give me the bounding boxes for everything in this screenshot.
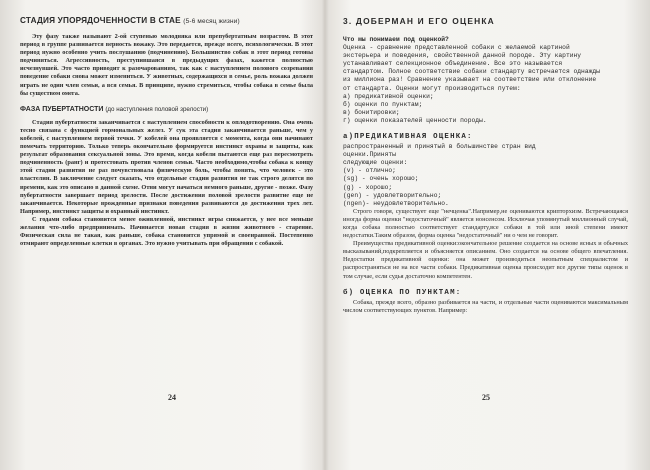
right-intro-line: от стандарта. Оценки могут производиться путем: [343, 84, 521, 92]
left-heading-note: (5-6 месяц жизни) [183, 18, 240, 25]
right-intro-line: Что мы понимаем под оценкой? [343, 36, 449, 43]
right-a-line: (gen) - удовлетворительно; [343, 191, 442, 199]
right-b-paragraph: Собака, прежде всего, образно разбивается на части, и отдельные части оцениваются максимальным числом соответствующих пунктов. Например: [343, 298, 628, 314]
left-paragraph-2: Стадия пубертатности заканчивается с наступлением способности к оплодотворению. Она очень тесно связана с функцией гормональных желез. У сук эта стадия заканчивается раньше, чем у кобелей, с наступлением первой течки. У кобелей она проявляется с момента, когда они начинают помечать территорию. Только теперь окончательно формируется инстинкт охраны и защиты, как результат образования сексуальной зоны. Это время, когда кобели пытаются еще раз пересмотреть подчиненность (ранг) и протестовать против членов семьи. Часто необходимо,чтобы собака к концу этой стадии развития не раз почувствовала физическую боль, чтобы понять, что человек - это властелин. В заключение следует сказать, что отдельные стадии развития не так строго делятся по времени, как это описано в данной схеме. Отни могут начаться немного раньше, другие - позже. Фазу пубертатности завершает период зрелости. После достижения половой зрелости развитие еще не заканчивается. Некоторые врожденные признаки поведения развиваются до достижения трех лет. Например, инстинкт защиты и охранный инстинкт. [20, 118, 313, 215]
right-a-paragraph-2: Преимущества предикативной оценки:окончательное решение создается на основе ясных и обычных высказываний,подкрепляется и объясняется описанием. Оно создается на основе общего впечатления. Недостатки предикативной оценки: она может производиться неопытным специалистом и распространяться не на все части собаки. Предикативная оценка происходит все другие типы оценок в том случае, если судья достаточно компетентен. [343, 240, 628, 280]
right-intro-line: б) оценки по пунктам; [343, 100, 423, 108]
left-heading [20, 16, 313, 25]
right-a-paragraph-1: Строго говоря, существует еще "нечценка".Например,не оцениваются крипторхизм. Встречающаяся иногда форма оценки "недостаточный" является нонсенсом. Исключая упомянутый миллионный случай, когда собака полностью соответствует стандарту,все собаки в той или иной степени имеют недостатки.Таким образом, форма оценка "недостаточный" ни о чем не говорит. [343, 207, 628, 240]
right-a-line: (sg) - очень хорошо; [343, 175, 419, 183]
right-intro-line: Оценка - сравнение представленной собаки с желаемой картиной [343, 44, 570, 52]
right-intro-line: г) оценки показателей ценности породы. [343, 116, 487, 124]
right-intro-line: а) предикативной оценки; [343, 92, 434, 100]
left-subheading [20, 106, 313, 113]
right-a-line: (g) - хорошо; [343, 183, 393, 191]
right-a-line: (v) - отлично; [343, 167, 396, 175]
right-a-line: оценки.Приняты [343, 151, 396, 159]
left-paragraph-3: С годами собака становится менее оживленной, инстинкт игры снижается, у нее все меньше желания что-либо предпринимать. Начинается новая стадия в жизни животного - старение. Физическая сила не такая, как раньше, собака становится упрямой и своенравной. Постепенно отмирают определенные клетки в органах. Это нужно учитывать при обращении с собакой. [20, 215, 313, 248]
left-paragraph-1: Эту фазу также называют 2-ой ступенью молодняка или препубертатным возрастом. В этот период в группе развивается верность вожаку. Это передается, прежде всего, психологически. В этот период нужно особенно учить послушанию (подчинению). Большинство собак в этот период готовы подчиняться. Агрессивность, преступившаяся в предыдущих фазах, кажется полностью исчезнувшей. Это часто приводит к разочарованиям, так как с наступлением полового созревания поведение собаки снова может измениться. У животных, содержащихся в семье, роль вожака должен играть не один член семьи, а вся семья. В принципе, нужно стремиться, чтобы собака в семье была бы существом омега. [20, 33, 313, 97]
right-intro-line: из миллиона раз! Сравнение указывает на соответствие или отклонение [343, 76, 597, 84]
left-heading-text: СТАДИЯ УПОРЯДОЧЕННОСТИ В СТАЕ [20, 16, 181, 25]
right-subheading-b: б) ОЦЕНКА ПО ПУНКТАМ: [343, 288, 462, 297]
right-intro-line: стандартом. Полное соответствие собаки стандарту встречается однажды [343, 68, 600, 76]
right-a-line: (ngen)- неудовлетворительно. [343, 199, 449, 207]
right-subheading-a: а)ПРЕДИКАТИВНАЯ ОЦЕНКА: [343, 133, 473, 142]
right-a-line: распространенный и принятый в большинстве стран вид [343, 143, 536, 151]
right-intro-line: экстерьера и поведения, свойственной данной породе. Эту картину [343, 52, 582, 60]
left-subheading-text: ФАЗА ПУБЕРТАТНОСТИ [20, 105, 104, 113]
right-a-list [343, 143, 628, 208]
right-intro [343, 36, 628, 125]
left-page-number: 24 [168, 393, 176, 402]
right-a-line: следующие оценки: [343, 159, 408, 167]
right-intro-line: в) бонитировки; [343, 108, 400, 116]
left-subheading-note: (до наступления половой зрелости) [105, 105, 209, 113]
right-title: 3. ДОБЕРМАН И ЕГО ОЦЕНКА [343, 16, 495, 26]
right-page-number: 25 [482, 393, 490, 402]
right-intro-line: устанавливает селекционное объединение. Все это называется [343, 60, 563, 68]
